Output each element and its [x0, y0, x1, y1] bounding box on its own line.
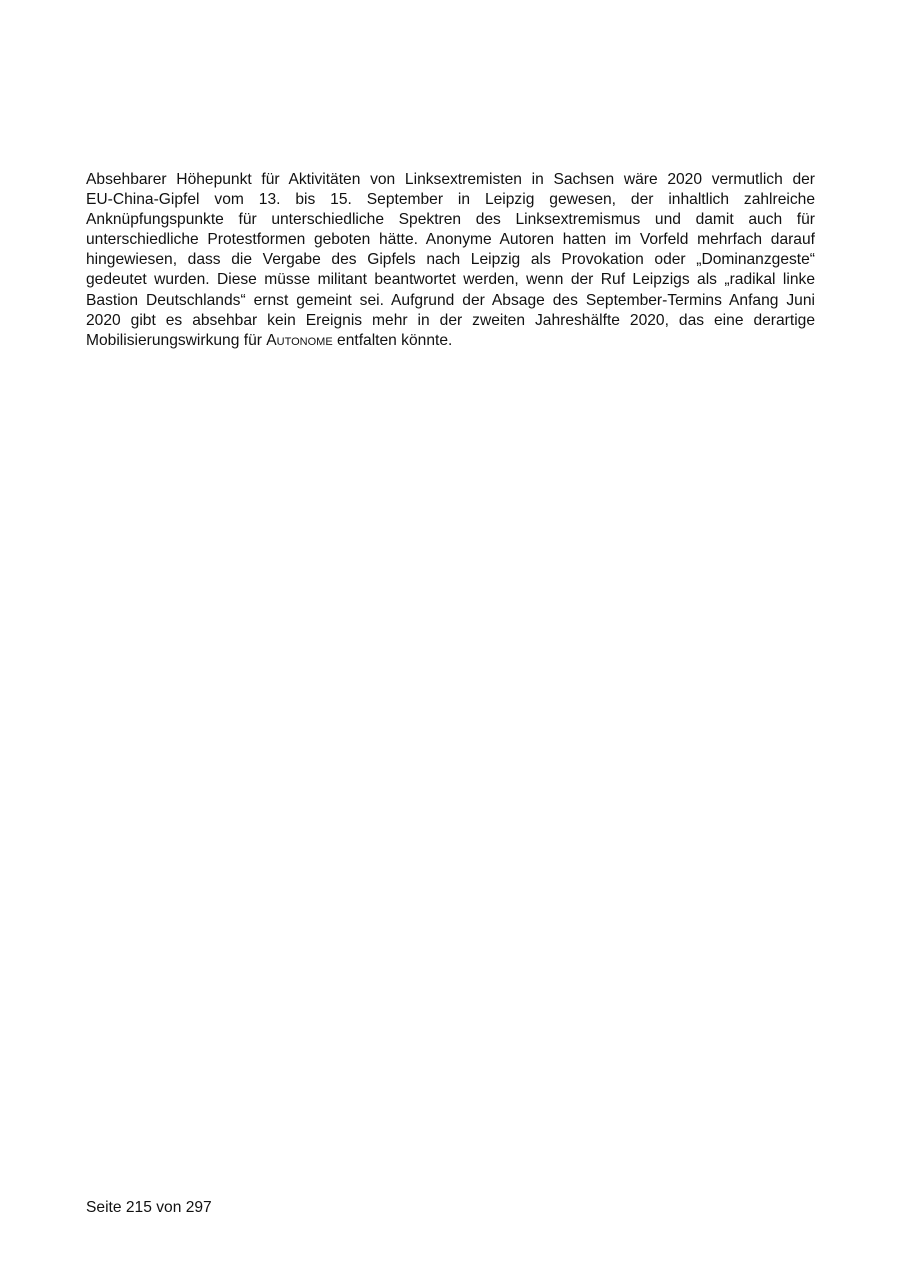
page-number: Seite 215 von 297 — [86, 1199, 212, 1216]
paragraph-line: Bastion Deutschlands“ ernst gemeint sei. Aufgrund der Absage des September-Termins Anfang Juni — [86, 291, 815, 309]
paragraph-line: EU-China-Gipfel vom 13. bis 15. September in Leipzig gewesen, der inhaltlich zahlreiche — [86, 191, 815, 209]
paragraph-line: Anknüpfungspunkte für unterschiedliche Spektren des Linksextremismus und damit auch für — [86, 211, 815, 229]
paragraph-text: Mobilisierungswirkung für — [86, 331, 267, 349]
paragraph-line: hingewiesen, dass die Vergabe des Gipfels nach Leipzig als Provokation oder „Dominanzgeste“ — [86, 251, 815, 269]
term-autonome: Autonome — [266, 331, 333, 349]
paragraph-text: entfalten könnte. — [332, 331, 453, 349]
paragraph-last-line — [86, 331, 815, 351]
paragraph-line: unterschiedliche Protestformen geboten hätte. Anonyme Autoren hatten im Vorfeld mehrfach darauf — [86, 231, 815, 249]
paragraph-line: gedeutet wurden. Diese müsse militant beantwortet werden, wenn der Ruf Leipzigs als „radikal linke — [86, 271, 815, 289]
paragraph-line: Absehbarer Höhepunkt für Aktivitäten von Linksextremisten in Sachsen wäre 2020 vermutlich der — [86, 171, 815, 188]
paragraph-line: 2020 gibt es absehbar kein Ereignis mehr in der zweiten Jahreshälfte 2020, das eine derartige — [86, 311, 815, 329]
body-paragraph — [86, 170, 815, 351]
